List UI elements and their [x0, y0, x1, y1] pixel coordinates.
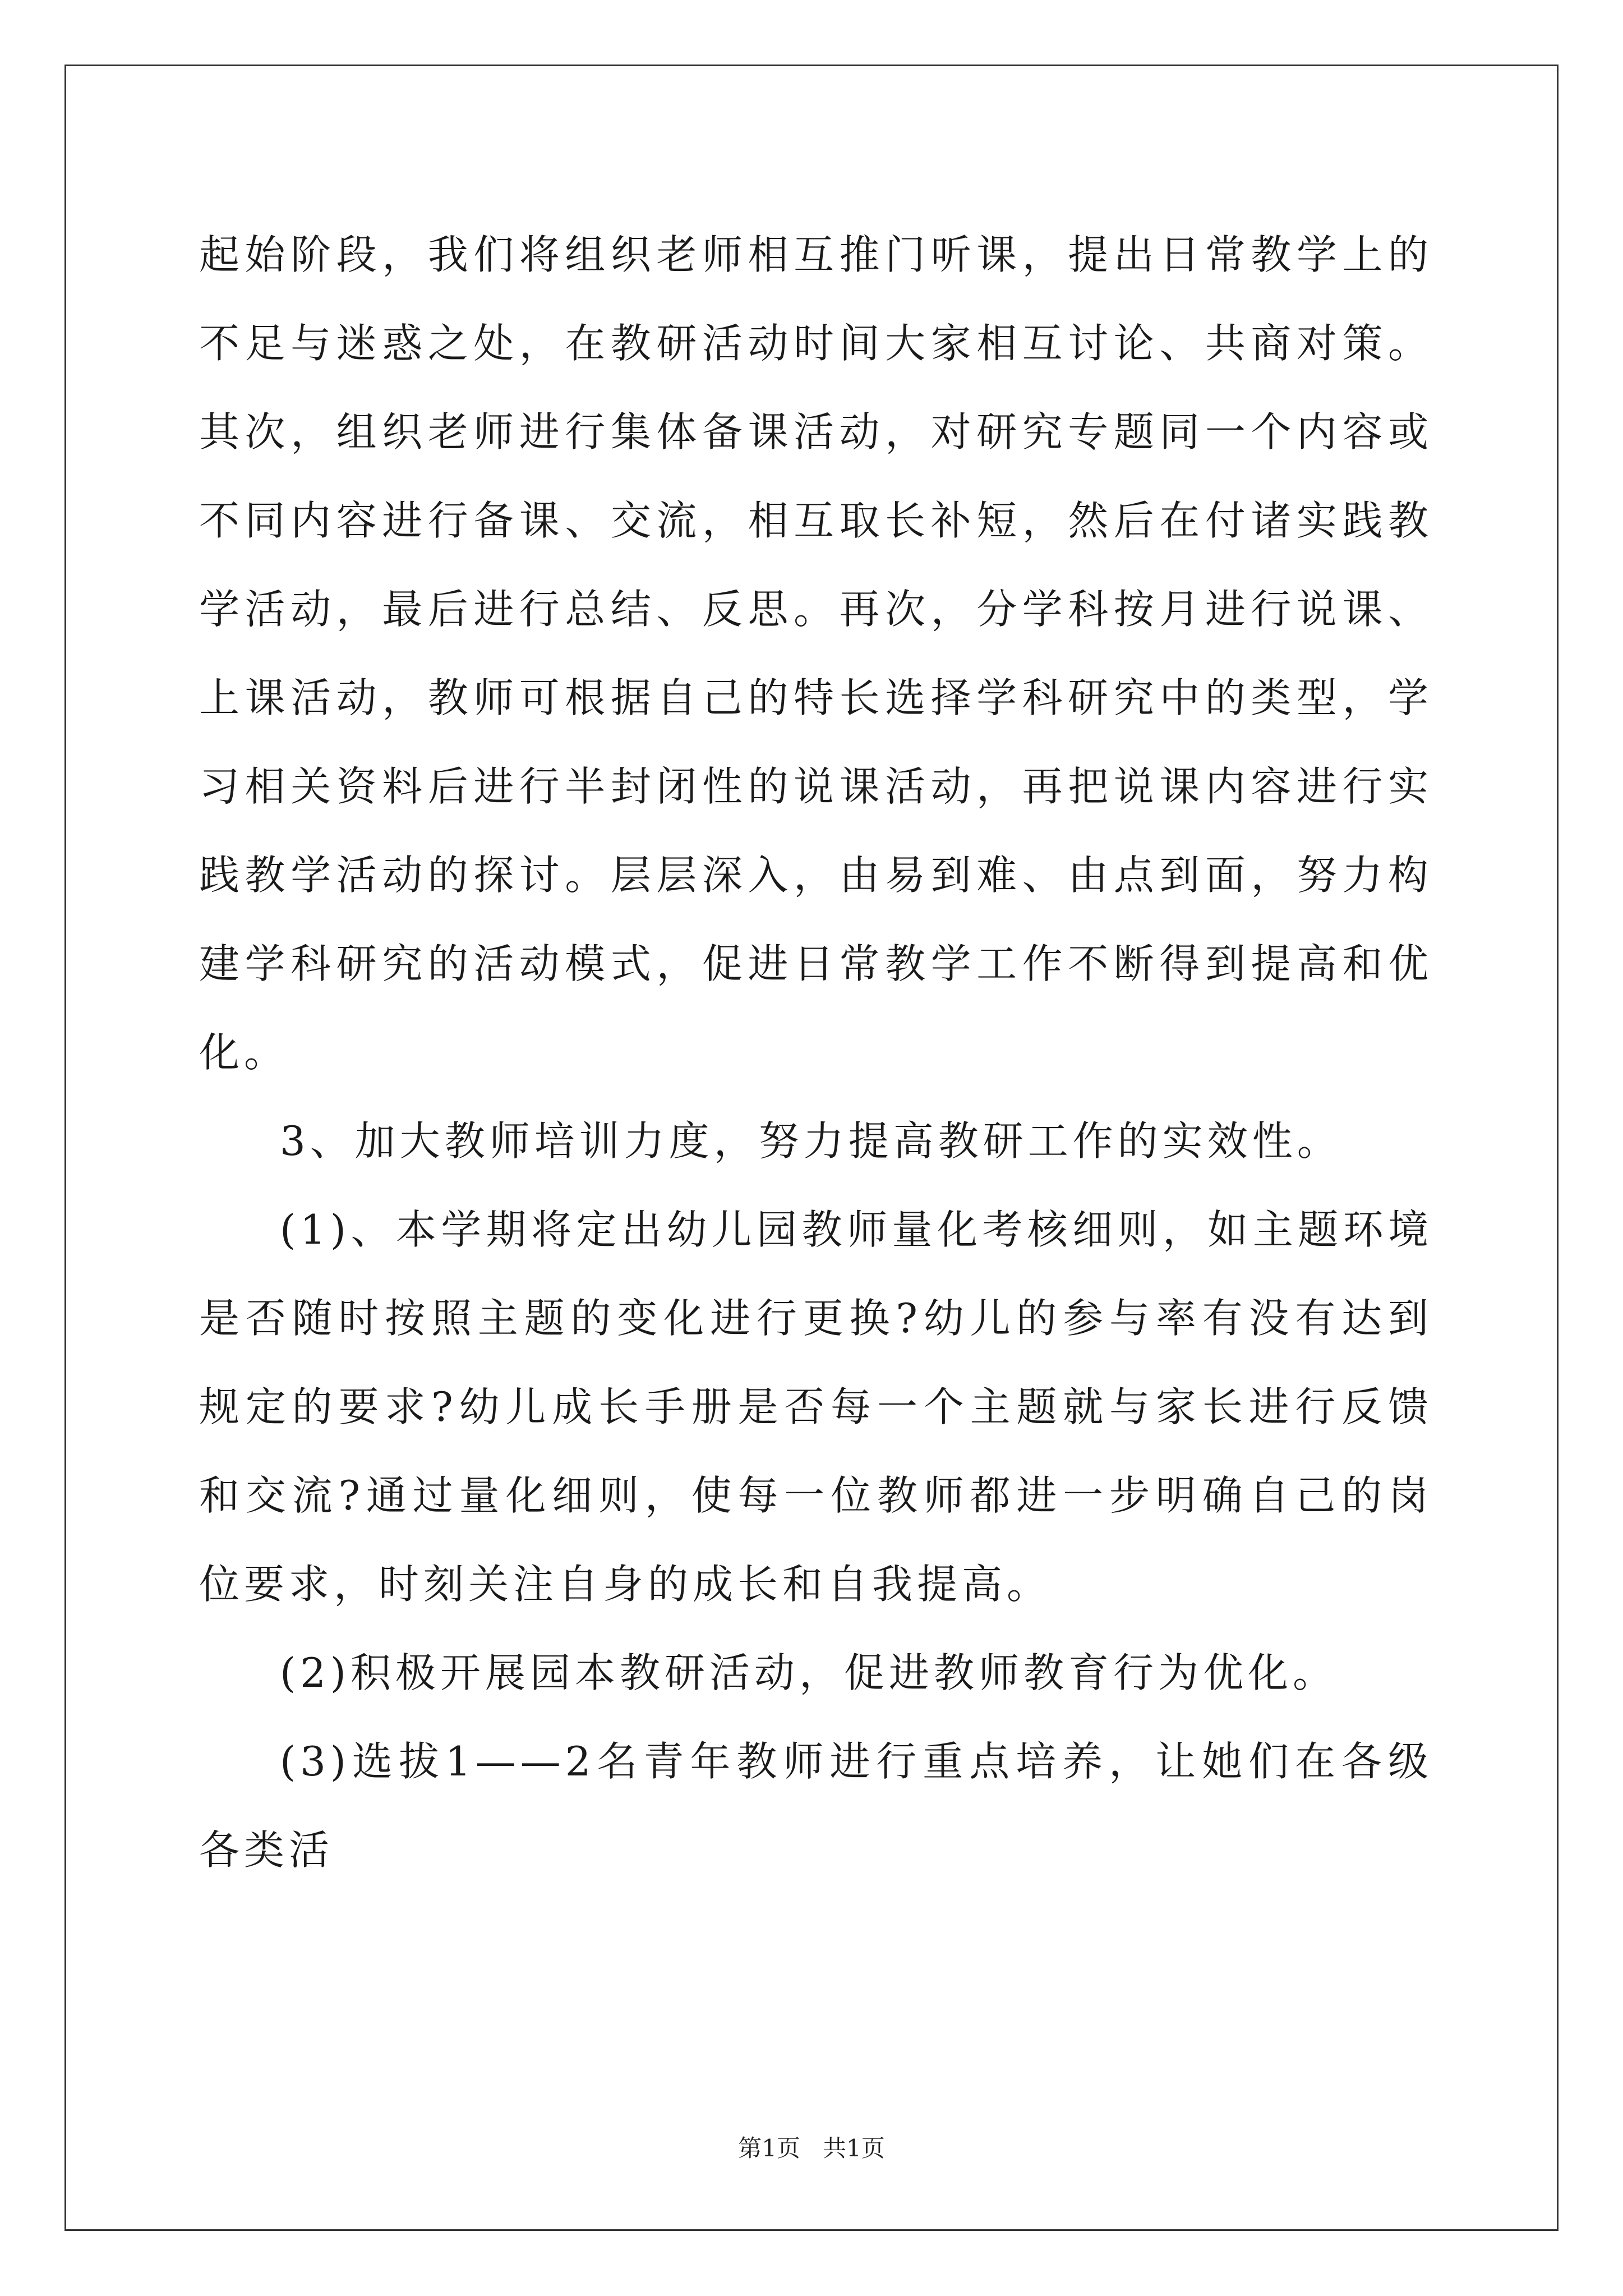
page-footer [0, 2132, 1623, 2165]
paragraph-1: 起始阶段，我们将组织老师相互推门听课，提出日常教学上的不足与迷惑之处，在教研活动时间大家相互讨论、共商对策。其次，组织老师进行集体备课活动，对研究专题同一个内容或不同内容进行备课、交流，相互取长补短，然后在付诸实践教学活动，最后进行总结、反思。再次，分学科按月进行说课、上课活动，教师可根据自己的特长选择学科研究中的类型，学习相关资料后进行半封闭性的说课活动，再把说课内容进行实践教学活动的探讨。层层深入，由易到难、由点到面，努力构建学科研究的活动模式，促进日常教学工作不断得到提高和优化。 [199, 231, 1433, 1076]
paragraph-5: (3)选拔1——2名青年教师进行重点培养，让她们在各级各类活 [199, 1738, 1433, 1874]
paragraph-3: (1)、本学期将定出幼儿园教师量化考核细则，如主题环境是否随时按照主题的变化进行更换?幼儿的参与率有没有达到规定的要求?幼儿成长手册是否每一个主题就与家长进行反馈和交流?通过量化细则，使每一位教师都进一步明确自己的岗位要求，时刻关注自身的成长和自我提高。 [199, 1206, 1433, 1608]
page-number: 第1页 [738, 2134, 800, 2162]
paragraph-4: (2)积极开展园本教研活动，促进教师教育行为优化。 [280, 1649, 1338, 1696]
document-body [199, 210, 1433, 1894]
page-total: 共1页 [823, 2134, 885, 2162]
paragraph-2: 3、加大教师培训力度，努力提高教研工作的实效性。 [280, 1117, 1342, 1165]
